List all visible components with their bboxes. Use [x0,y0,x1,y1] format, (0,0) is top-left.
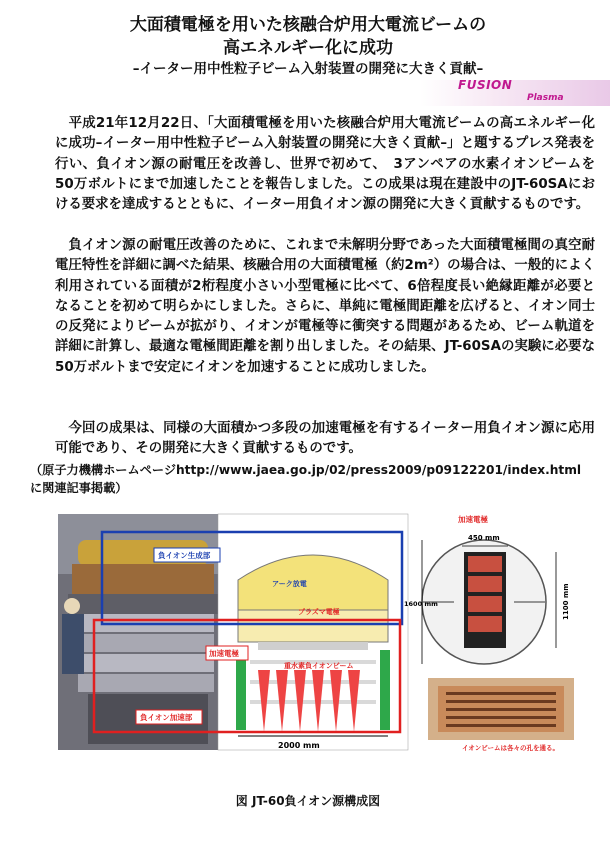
jt60-ion-source-figure [58,510,586,756]
body-paragraph-2: 負イオン源の耐電圧改善のために、これまで未解明分野であった大面積電極間の真空耐電圧特性を詳細に調べた結果、核融合用の大面積電極（約2m²）の場合は、一般的によく利用されている面積が2桁程度小さい小型電極に比べて、6倍程度長い絶縁距離が必要となることを初めて明らかにしました。さらに、単純に電極間距離を広げると、イオン同士の反発によりビームが拡がり、イオンが電極等に衝突する問題があるため、ビーム軌道を詳細に計算し、最適な電極間距離を割り出しました。その結果、JT-60SAの実験に必要な50万ボルトまで安定にイオンを加速することに成功しました。 [55,238,595,375]
accel-electrode-title: 加速電極 [458,515,488,524]
source-note: （原子力機構ホームページhttp://www.jaea.go.jp/02/press2009/p09122201/index.html に関連記事掲載） [30,463,582,495]
hole-note: イオンビームは各々の孔を通る。 [462,744,560,752]
accel-electrode-label: 加速電極 [209,649,239,658]
dim-1600-label: 1600 mm [404,600,438,608]
arc-label: アーク放電 [272,580,307,588]
plasma-label: Plasma [527,93,564,103]
figure-caption: 図 JT-60負イオン源構成図 [235,794,381,808]
body-paragraph-3: 今回の成果は、同様の大面積かつ多段の加速電極を有するイーター用負イオン源に応用可能であり、その開発に大きく貢献するものです。 [55,421,595,457]
plasma-electrode-label: プラズマ電極 [298,608,340,616]
fusion-label: FUSION [458,78,513,92]
page-title: 大面積電極を用いた核融合炉用大電流ビームの [129,15,487,35]
fusion-banner [420,80,610,106]
electrode-photo [428,678,574,740]
beam-label: 重水素負イオンビーム [284,662,354,670]
dim-1100-label: 1100 mm [562,583,570,620]
electrode-diagram [414,514,586,674]
accelerator-label: 負イオン加速部 [140,713,193,722]
page-title-line2: 高エネルギー化に成功 [223,38,393,58]
width-2000-label: 2000 mm [278,741,320,750]
page-subtitle: –イーター用中性粒子ビーム入射装置の開発に大きく貢献– [132,61,484,77]
ion-source-label: 負イオン生成部 [158,551,211,560]
dim-450-label: 450 mm [468,534,500,542]
body-paragraph-1: 平成21年12月22日、「大面積電極を用いた核融合炉用大電流ビームの高エネルギー化に成功–イーター用中性粒子ビーム入射装置の開発に大きく貢献–」と題するプレス発表を行い、負イオン源の耐電圧を改善し、世界で初めて、 3アンペアの水素イオンビームを50万ボルトにまで加速したことを報告しました。この成果は現在建設中のJT-60SAにおける要求を達成するとともに、イーター用負イオン源の開発に大きく貢献するものです。 [55,116,595,213]
